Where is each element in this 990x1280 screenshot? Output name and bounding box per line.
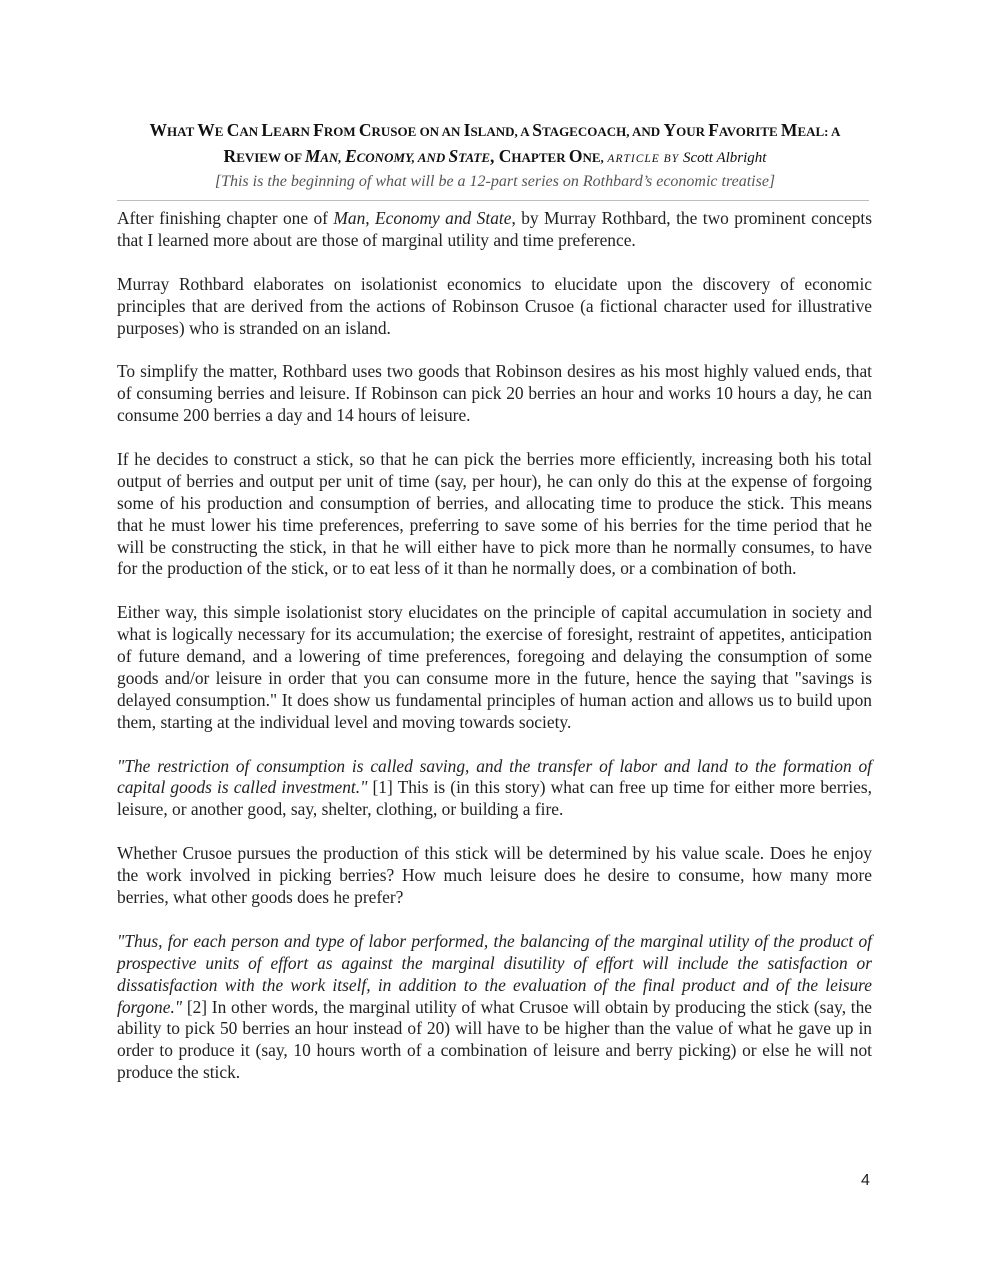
header-divider xyxy=(117,200,869,201)
title-text-run: Y xyxy=(663,120,677,140)
title-text-run: R xyxy=(223,146,237,166)
body-paragraph xyxy=(117,274,872,340)
article-title-line-2 xyxy=(100,144,890,171)
text-run: To simplify the matter, Rothbard uses two goods that Robinson desires as his most highly valued ends, that of consuming berries and leisure. If Robinson can pick 20 berries an hour and works 10 hours a day, he can consume 200 berries a day and 14 hours of leisure. xyxy=(117,361,872,426)
title-text-run: EVIEW OF xyxy=(236,150,305,165)
byline-prefix: ARTICLE BY xyxy=(603,153,683,165)
body-paragraph xyxy=(117,361,872,427)
title-text-run: AVORITE xyxy=(718,124,781,139)
text-run: Either way, this simple isolationist story elucidates on the principle of capital accumulation in society and what is logically necessary for its accumulation; the exercise of foresight, restraint of appetites, anticipation of future demand, and a lowering of time preferences, foregoing and delaying the consumption of some goods and/or leisure in order that you can consume more in the future, hence the saying that "savings is delayed consumption." It does show us fundamental principles of human action and allows us to build upon them, starting at the individual level and moving towards society. xyxy=(117,602,872,732)
title-text-run: CONOMY, AND xyxy=(356,150,449,165)
title-text-run: C xyxy=(358,120,372,140)
title-text-run: OUR xyxy=(676,124,709,139)
body-paragraph xyxy=(117,843,872,909)
title-text-run: TATE xyxy=(458,150,491,165)
title-text-run: C xyxy=(226,120,240,140)
title-text-run: L xyxy=(261,120,274,140)
body-paragraph xyxy=(117,756,872,822)
title-text-run: HAT xyxy=(167,124,198,139)
title-text-run: EARN xyxy=(273,124,314,139)
title-text-run: O xyxy=(568,146,583,166)
title-text-run: W xyxy=(197,120,215,140)
article-subtitle: [This is the beginning of what will be a 12-part series on Rothbard’s economic treatise] xyxy=(214,173,776,190)
title-text-run: ROM xyxy=(323,124,359,139)
title-text-run: S xyxy=(448,146,459,166)
article-header xyxy=(100,118,890,193)
title-text-run: SLAND, A xyxy=(470,124,533,139)
body-paragraph xyxy=(117,602,872,733)
byline-author: Scott Albright xyxy=(682,150,767,166)
title-text-run: HAPTER xyxy=(511,150,569,165)
title-text-run: RUSOE ON AN xyxy=(371,124,464,139)
title-text-run: M xyxy=(304,146,321,166)
title-text-run: W xyxy=(149,120,168,140)
title-text-run: , xyxy=(490,146,499,166)
article-body xyxy=(117,208,872,1106)
title-text-run: E xyxy=(214,124,227,139)
title-text-run: NE, xyxy=(582,150,604,165)
title-text-run: AN, xyxy=(320,150,345,165)
article-byline xyxy=(604,146,767,166)
body-paragraph xyxy=(117,449,872,580)
text-run: After finishing chapter one of xyxy=(117,208,334,228)
body-paragraph xyxy=(117,931,872,1084)
title-text-run: C xyxy=(498,146,512,166)
text-run: Whether Crusoe pursues the production of this stick will be determined by his value scale. Does he enjoy the work involved in picking berries? How much leisure does he desire to consume, how many more berries, what other goods does he prefer? xyxy=(117,843,872,907)
text-run: Murray Rothbard elaborates on isolationist economics to elucidate upon the discovery of economic principles that are derived from the actions of Robinson Crusoe (a fictional character used for illustrative purposes) who is stranded on an island. xyxy=(117,273,872,338)
title-text-run: EAL: A xyxy=(797,124,841,139)
page-number: 4 xyxy=(861,1172,870,1189)
text-run: [1] This is (in this story) what can free up time for either more berries, leisure, or another good, say, shelter, clothing, or building a fire. xyxy=(117,777,872,820)
text-run: If he decides to construct a stick, so that he can pick the berries more efficiently, increasing both his total output of berries and output per unit of time (say, per hour), he can only do this at the expense of forgoing some of his production and consumption of berries, and allocating time to produce the stick. This means that he must lower his time preferences, preferring to save some of his berries for the time period that he will be constructing the stick, in that he will either have to pick more than he normally consumes, to have for the production of the stick, or to eat less of it than he normally does, or a combination of both. xyxy=(117,448,872,579)
title-text-run: M xyxy=(780,120,798,140)
title-text-run: I xyxy=(463,120,471,140)
title-text-run: S xyxy=(532,120,542,140)
article-title-line-1 xyxy=(100,118,890,144)
italic-text-run: "The restriction of consumption is called saving, and the transfer of labor and land to the formation of capital goods is called investment." xyxy=(117,755,872,798)
text-run: [2] In other words, the marginal utility of what Crusoe will obtain by producing the stick (say, the ability to pick 50 berries an hour instead of 20) will have to be higher than the value of what he gave up in order to produce it (say, 10 hours worth of a combination of leisure and berry picking) or else he will not produce the stick. xyxy=(117,996,872,1083)
italic-text-run: "Thus, for each person and type of labor performed, the balancing of the marginal utility of the product of prospective units of effort as against the marginal disutility of effort will include the satisfaction or dissatisfaction with the work itself, in addition to the evaluation of the final product and of the leisure forgone." xyxy=(117,930,872,1017)
title-text-run: F xyxy=(708,120,719,140)
title-text-run: AN xyxy=(239,124,262,139)
title-text-run: TAGECOACH, AND xyxy=(541,124,664,139)
text-run: , by Murray Rothbard, the two prominent concepts that I learned more about are those of marginal utility and time preference. xyxy=(117,208,872,250)
body-paragraph xyxy=(117,208,872,252)
italic-text-run: Man, Economy and State xyxy=(333,208,512,228)
title-text-run: F xyxy=(313,120,324,140)
title-text-run: E xyxy=(344,146,357,166)
